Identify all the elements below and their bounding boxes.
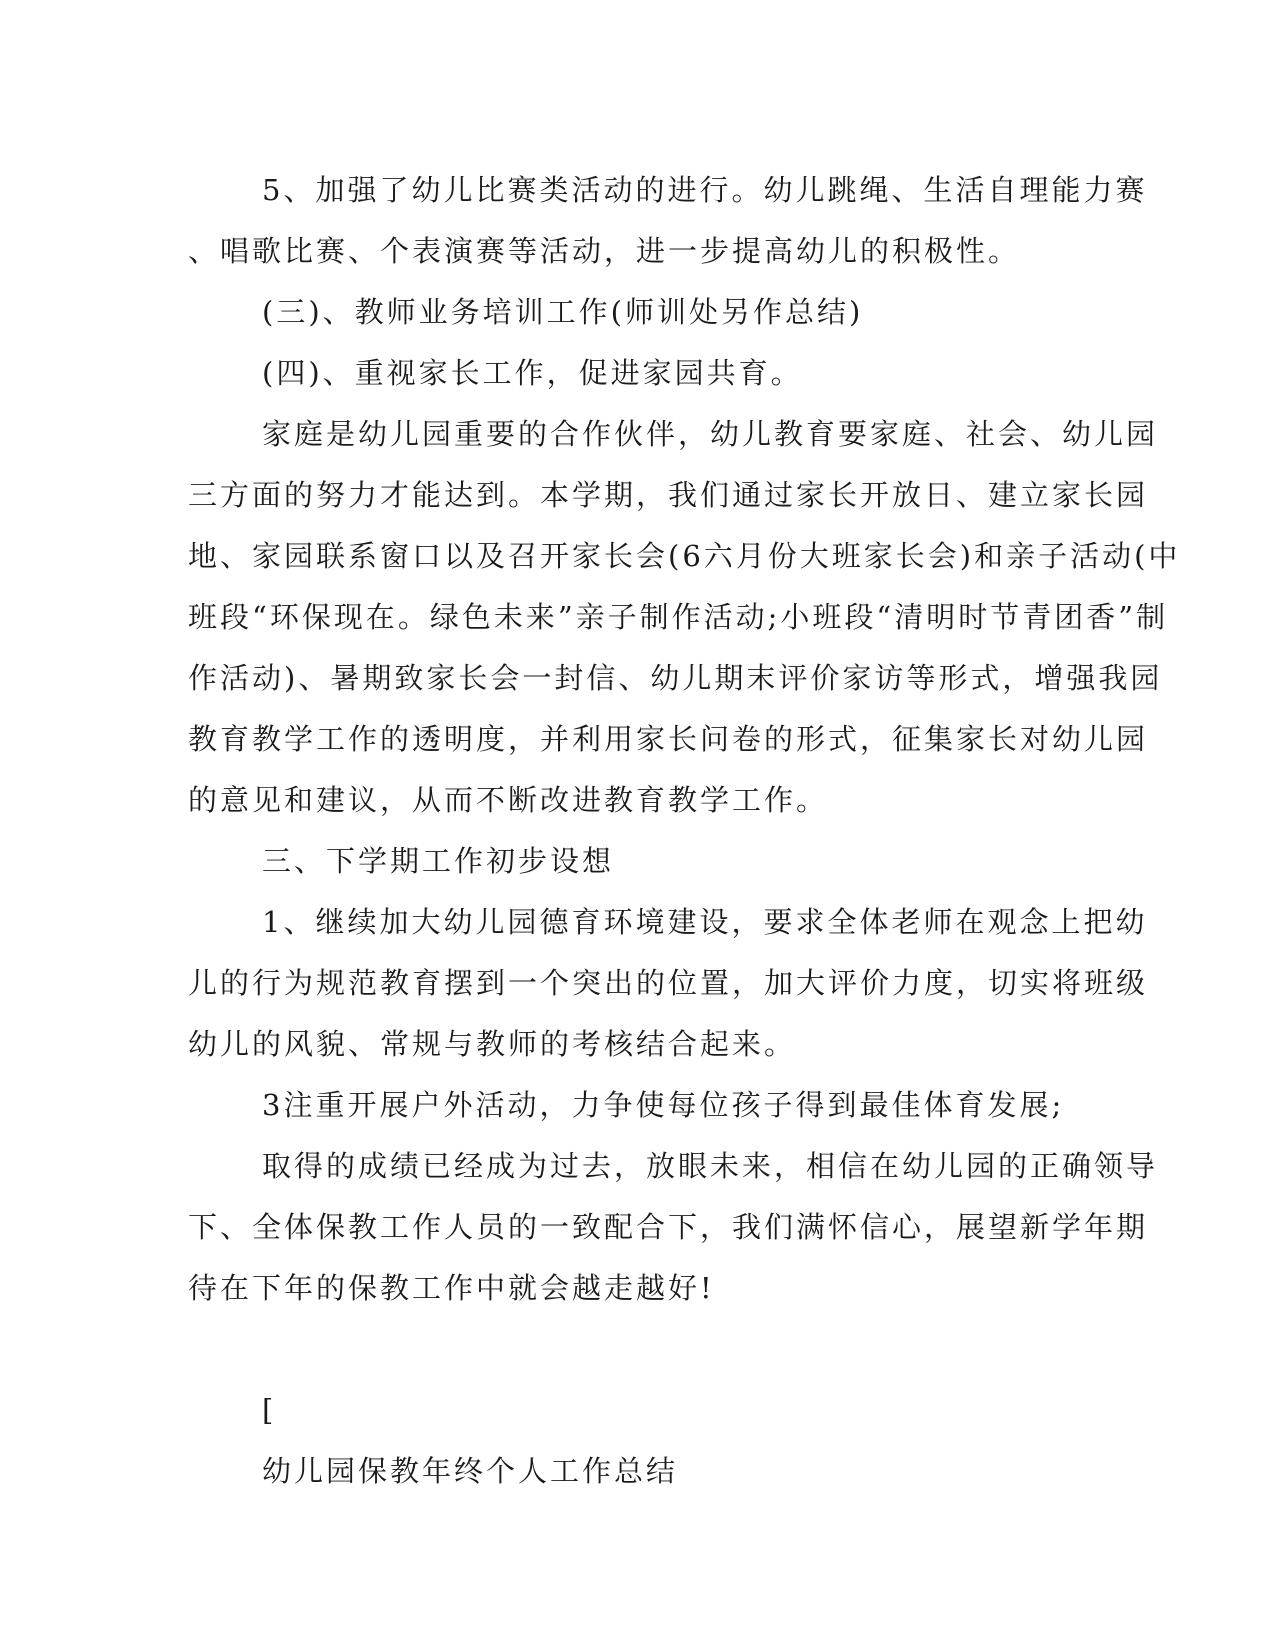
text-line: 的意见和建议，从而不断改进教育教学工作。 [188,783,829,817]
text-line: 教育教学工作的透明度，并利用家长问卷的形式，征集家长对幼儿园 [188,722,1149,756]
text-line: 下、全体保教工作人员的一致配合下，我们满怀信心，展望新学年期 [188,1210,1149,1244]
text-line: 三方面的努力才能达到。本学期，我们通过家长开放日、建立家长园 [188,478,1149,512]
text-line: 、唱歌比赛、个表演赛等活动，进一步提高幼儿的积极性。 [188,234,1021,268]
text-line: 5、加强了幼儿比赛类活动的进行。幼儿跳绳、生活自理能力赛 [262,173,1148,207]
text-line: 1、继续加大幼儿园德育环境建设，要求全体老师在观念上把幼 [262,905,1148,939]
document-body [188,160,1181,1502]
text-line: 儿的行为规范教育摆到一个突出的位置，加大评价力度，切实将班级 [188,966,1149,1000]
text-line: 幼儿的风貌、常规与教师的考核结合起来。 [188,1027,797,1061]
text-line: 作活动)、暑期致家长会一封信、幼儿期末评价家访等形式，增强我园 [188,661,1163,695]
text-line: 3注重开展户外活动，力争使每位孩子得到最佳体育发展; [262,1088,1065,1122]
text-line: 地、家园联系窗口以及召开家长会(6六月份大班家长会)和亲子活动(中 [188,539,1181,573]
text-line: 三、下学期工作初步设想 [262,844,615,878]
text-line [188,1319,1068,1380]
text-line: (四)、重视家长工作，促进家园共育。 [262,356,803,390]
text-line: 取得的成绩已经成为过去，放眼未来，相信在幼儿园的正确领导 [262,1149,1159,1183]
text-line: 待在下年的保教工作中就会越走越好! [188,1271,715,1305]
text-line: [ [262,1393,277,1427]
text-line: 幼儿园保教年终个人工作总结 [262,1454,679,1488]
text-line: 班段“环保现在。绿色未来”亲子制作活动;小班段“清明时节青团香”制 [188,600,1169,634]
text-line: 家庭是幼儿园重要的合作伙伴，幼儿教育要家庭、社会、幼儿园 [262,417,1159,451]
text-line: (三)、教师业务培训工作(师训处另作总结) [262,295,864,329]
